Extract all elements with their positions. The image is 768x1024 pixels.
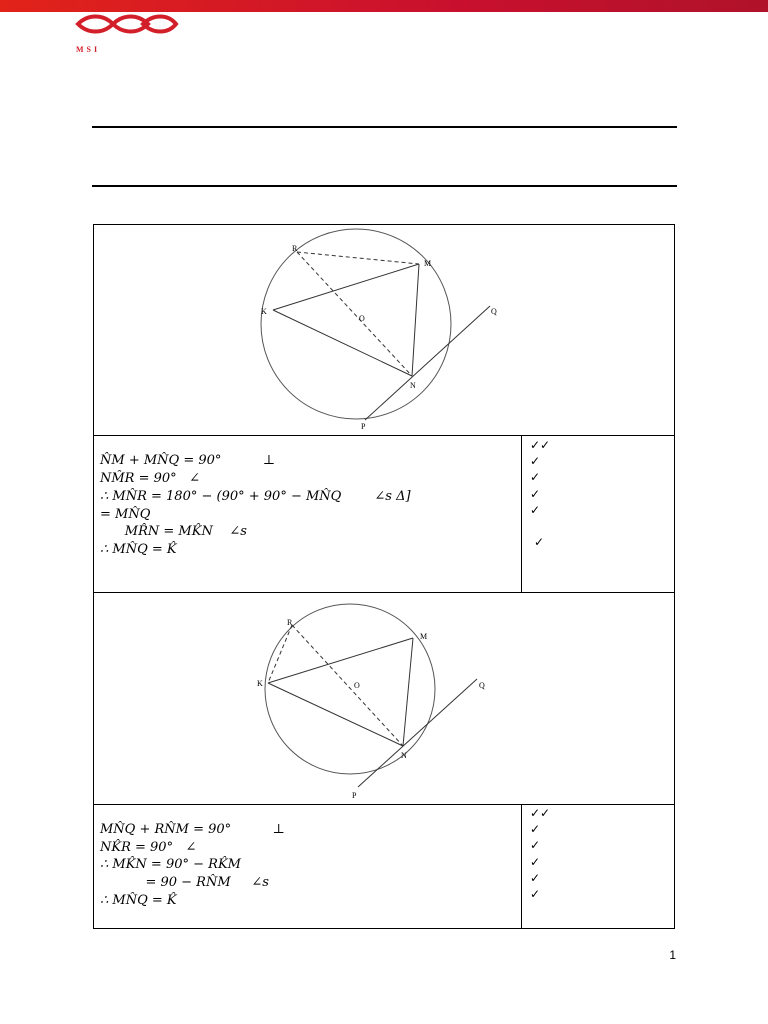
label-n: N — [401, 751, 407, 760]
label-o: O — [354, 681, 360, 690]
proof-line: = MN̂Q — [100, 507, 151, 522]
label-k: K — [257, 679, 263, 688]
tick-mark: ✓ — [530, 822, 541, 837]
header-rule-top — [92, 126, 677, 128]
answer-divider-2 — [521, 804, 522, 929]
brand-top-bar — [0, 0, 768, 12]
label-p: P — [352, 791, 357, 800]
proof-line: ∴ MN̂Q = K̂ — [100, 542, 177, 557]
label-n: N — [410, 381, 416, 390]
mark-ticks-1 — [530, 437, 550, 550]
proof-line: N̂M + MN̂Q = 90° ⊥ — [100, 453, 275, 468]
tick-mark: ✓ — [530, 870, 541, 885]
proof-line: NM̂R = 90° ∠ — [100, 471, 200, 486]
label-m: M — [424, 259, 432, 268]
tick-mark: ✓ — [530, 838, 541, 853]
mark-ticks-2 — [530, 805, 550, 902]
tick-mark: ✓✓ — [530, 438, 551, 452]
label-o: O — [359, 314, 365, 323]
label-q: Q — [479, 681, 485, 690]
tick-mark: ✓ — [530, 887, 541, 902]
logo-text: MSI — [76, 45, 101, 54]
label-r: R — [292, 244, 298, 253]
circle-diagram-1 — [243, 224, 525, 436]
proof-line: MN̂Q + RN̂M = 90° ⊥ — [100, 822, 285, 837]
circle-diagram-2 — [250, 595, 520, 805]
tick-mark: ✓ — [530, 470, 541, 485]
tick-mark: ✓ — [534, 535, 545, 550]
tick-mark: ✓ — [530, 454, 541, 469]
label-p: P — [361, 422, 366, 431]
proof-line: ∴ MN̂Q = K̂ — [100, 893, 177, 908]
label-q: Q — [491, 307, 497, 316]
tick-mark: ✓✓ — [530, 806, 551, 820]
page-number: 1 — [669, 948, 676, 962]
tick-mark — [530, 518, 550, 534]
answer-divider-1 — [521, 435, 522, 593]
proof-line: = 90 − RN̂M ∠s — [100, 875, 269, 890]
msi-logo — [58, 12, 208, 56]
tick-mark: ✓ — [530, 854, 541, 869]
proof-line: MR̂N = MK̂N ∠s — [100, 524, 247, 539]
proof-line: ∴ MN̂R = 180° − (90° + 90° − MN̂Q ∠s Δ] — [100, 489, 411, 504]
label-k: K — [261, 307, 267, 316]
tick-mark: ✓ — [530, 502, 541, 517]
label-r: R — [287, 618, 293, 627]
tick-mark: ✓ — [530, 486, 541, 501]
label-m: M — [420, 632, 428, 641]
proof-line: ∴ MK̂N = 90° − RK̂M — [100, 857, 241, 872]
proof-line: NK̂R = 90° ∠ — [100, 840, 197, 855]
header-rule-bottom — [92, 185, 677, 187]
